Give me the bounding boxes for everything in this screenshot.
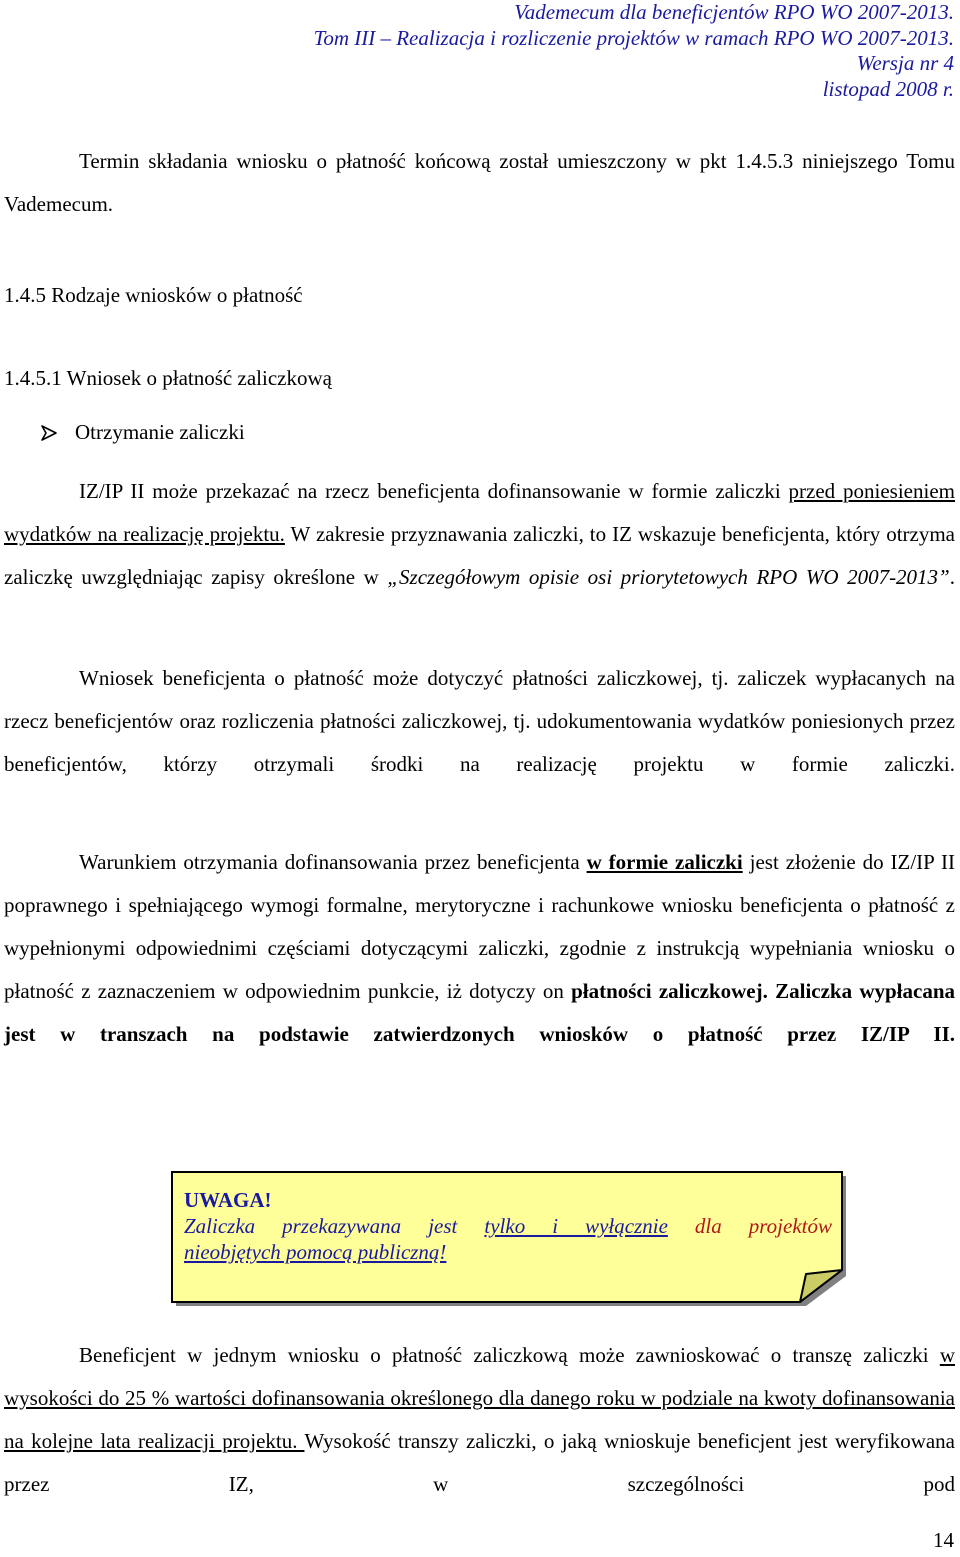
intro-paragraph [4, 140, 955, 226]
note-text-a: Zaliczka przekazywana jest [184, 1214, 485, 1238]
header-line-3: Wersja nr 4 [856, 51, 954, 75]
para4-underlined: w wysokości do 25 % wartości dofinansowania określonego dla danego roku w podziale na kwoty dofinansowania na kolejne lata realizacji projektu. [4, 1343, 955, 1453]
para1-underlined: przed poniesieniem wydatków na realizację projektu. [4, 479, 955, 546]
paragraph-payment-request [4, 657, 955, 786]
page-number: 14 [933, 1528, 954, 1552]
para4-text-a: Beneficjent w jednym wniosku o płatność zaliczkową może zawnioskować o transzę zaliczki [79, 1343, 940, 1367]
note-red-text: dla projektów [667, 1214, 833, 1238]
note-title: UWAGA! [184, 1188, 272, 1212]
para3-bold-underlined: w formie zaliczki [586, 850, 743, 874]
note-underlined-2: nieobjętych pomocą publiczną! [184, 1240, 447, 1264]
bullet-text: Otrzymanie zaliczki [75, 420, 245, 444]
paragraph-advance-transfer [4, 470, 955, 599]
para1-text-a: IZ/IP II może przekazać na rzecz beneficjenta dofinansowanie w formie zaliczki [79, 479, 789, 503]
para1-text-c: W zakresie przyznawania zaliczki, to IZ wskazuje beneficjenta, który otrzyma zaliczkę uwzględniając zapisy określone w [4, 522, 955, 589]
para2-text: Wniosek beneficjenta o płatność może dotyczyć płatności zaliczkowej, tj. zaliczek wypłacanych na rzecz beneficjentów oraz rozliczenia płatności zaliczkowej, tj. udokumentowania wydatków poniesionych przez beneficjentów, którzy otrzymali środki na realizację projektu w formie zaliczki. [4, 666, 955, 776]
note-line-2 [184, 1239, 832, 1265]
section-heading-1-4-5: 1.4.5 Rodzaje wniosków o płatność [4, 283, 303, 307]
note-underlined-1: tylko i wyłącznie [484, 1214, 668, 1238]
intro-text: Termin składania wniosku o płatność końcową został umieszczony w pkt 1.4.5.3 niniejszego Tomu Vademecum. [4, 149, 955, 216]
para3-text-c: jest złożenie do IZ/IP II poprawnego i spełniającego wymogi formalne, merytoryczne i rachunkowe wniosku beneficjenta o płatność z wypełnionymi odpowiednimi częściami dotyczącymi zaliczki, zgodnie z instrukcją wypełniania wniosku o płatność z zaznaczeniem w odpowiednim punkcie, iż dotyczy on [4, 850, 955, 1003]
para3-text-a: Warunkiem otrzymania dofinansowania przez beneficjenta [79, 850, 587, 874]
note-content [184, 1187, 832, 1265]
header-line-1: Vademecum dla beneficjentów RPO WO 2007-2013. [514, 0, 954, 24]
bullet-item [40, 420, 245, 445]
header-line-2: Tom III – Realizacja i rozliczenie projektów w ramach RPO WO 2007-2013. [313, 25, 954, 50]
para4-text-c: Wysokość transzy zaliczki, o jaką wnioskuje beneficjent jest weryfikowana przez IZ, w szczególności pod [4, 1429, 956, 1496]
warning-note-box [170, 1170, 870, 1310]
arrowhead-bullet-icon [40, 424, 58, 442]
para3-bold-text: płatności zaliczkowej. Zaliczka wypłacana jest w transzach na podstawie zatwierdzonych wniosków o płatność przez IZ/IP II. [4, 979, 955, 1046]
para1-text-e: . [949, 565, 955, 589]
section-heading-1-4-5-1: 1.4.5.1 Wniosek o płatność zaliczkową [4, 366, 332, 390]
document-header [54, 0, 954, 102]
header-line-4: listopad 2008 r. [822, 76, 954, 101]
paragraph-conditions [4, 841, 955, 1056]
para1-italic-title: „Szczegółowym opisie osi priorytetowych RPO WO 2007-2013” [387, 565, 950, 589]
paragraph-tranche [4, 1334, 955, 1506]
note-line-1 [184, 1213, 832, 1239]
